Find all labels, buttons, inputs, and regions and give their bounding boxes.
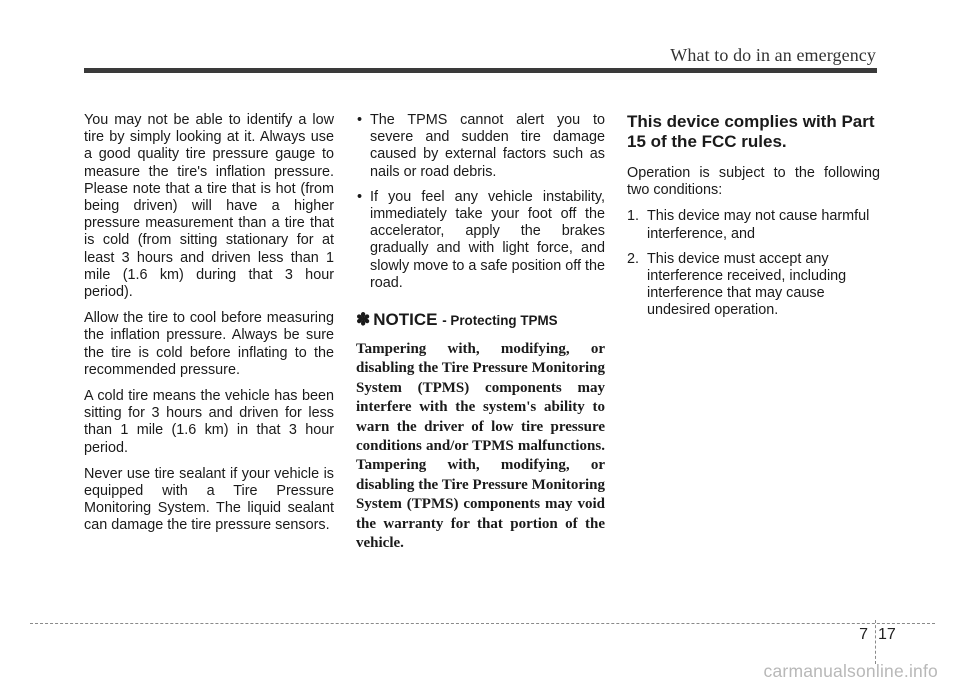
header-rule [84,68,877,73]
list-item [356,112,605,181]
paragraph-tire-sealant: Never use tire sealant if your vehicle is equipped with a Tire Pressure Monitoring System. The liquid sealant can damage the tire pressure sensors. [84,465,334,534]
fcc-intro: Operation is subject to the following two conditions: [627,165,880,199]
chapter-number: 7 [859,626,868,643]
bullet-text: The TPMS cannot alert you to severe and sudden tire damage caused by external factors such as nails or road debris. [370,112,605,180]
notice-body: Tampering with, modifying, or disabling the Tire Pressure Monitoring System (TPMS) components may interfere with the system's ability to warn the driver of low tire pressure conditions and/or TPMS malfunctions. Tampering with, modifying, or disabling the Tire Pressure Monitoring System (TPMS) components may void the warranty for that portion of the vehicle. [356,341,605,552]
fcc-conditions-list [627,208,880,319]
notice-subtitle: - Protecting TPMS [442,313,558,329]
paragraph-cold-tire: A cold tire means the vehicle has been sitting for 3 hours and driven for less than 1 mile (1.6 km) in that 3 hour period. [84,388,334,456]
notice-heading [356,310,605,331]
tpms-bullet-list [356,112,605,292]
list-item [627,208,880,242]
condition-text: This device must accept any interference received, including interference that may cause undesired operation. [647,250,847,319]
condition-number: 2. [627,250,640,267]
list-item [356,189,605,292]
column-1 [84,112,334,544]
notice-star-icon: ✽ [356,310,371,330]
bullet-icon: • [357,112,363,128]
page-number-value: 17 [878,626,896,643]
notice-label: NOTICE [373,310,438,330]
footer-rule [30,623,935,624]
section-title: What to do in an emergency [670,45,876,65]
column-2 [356,112,605,554]
paragraph-cool-tire: Allow the tire to cool before measuring the inflation pressure. Always be sure the tire is cold before inflating to the recommended pressure. [84,310,334,378]
watermark: carmanualsonline.info [763,661,938,681]
paragraph-low-tire: You may not be able to identify a low tire by simply looking at it. Always use a good quality tire pressure gauge to measure the tire's inflation pressure. Please note that a tire that is hot (from being driven) will have a higher pressure measurement than a tire that is cold (from sitting stationary for at least 3 hours and driven less than 1 mile (1.6 km) during that 3 hour period). [84,112,334,301]
page-number [842,626,896,644]
list-item [627,251,880,320]
condition-number: 1. [627,208,640,225]
bullet-text: If you feel any vehicle instability, immediately take your foot off the accelerator, apply the brakes gradually and with light force, and slowly move to a safe position off the road. [370,188,605,291]
bullet-icon: • [357,188,363,205]
column-3 [627,112,880,328]
fcc-heading: This device complies with Part 15 of the FCC rules. [627,112,875,151]
condition-text: This device may not cause harmful interference, and [647,208,870,242]
